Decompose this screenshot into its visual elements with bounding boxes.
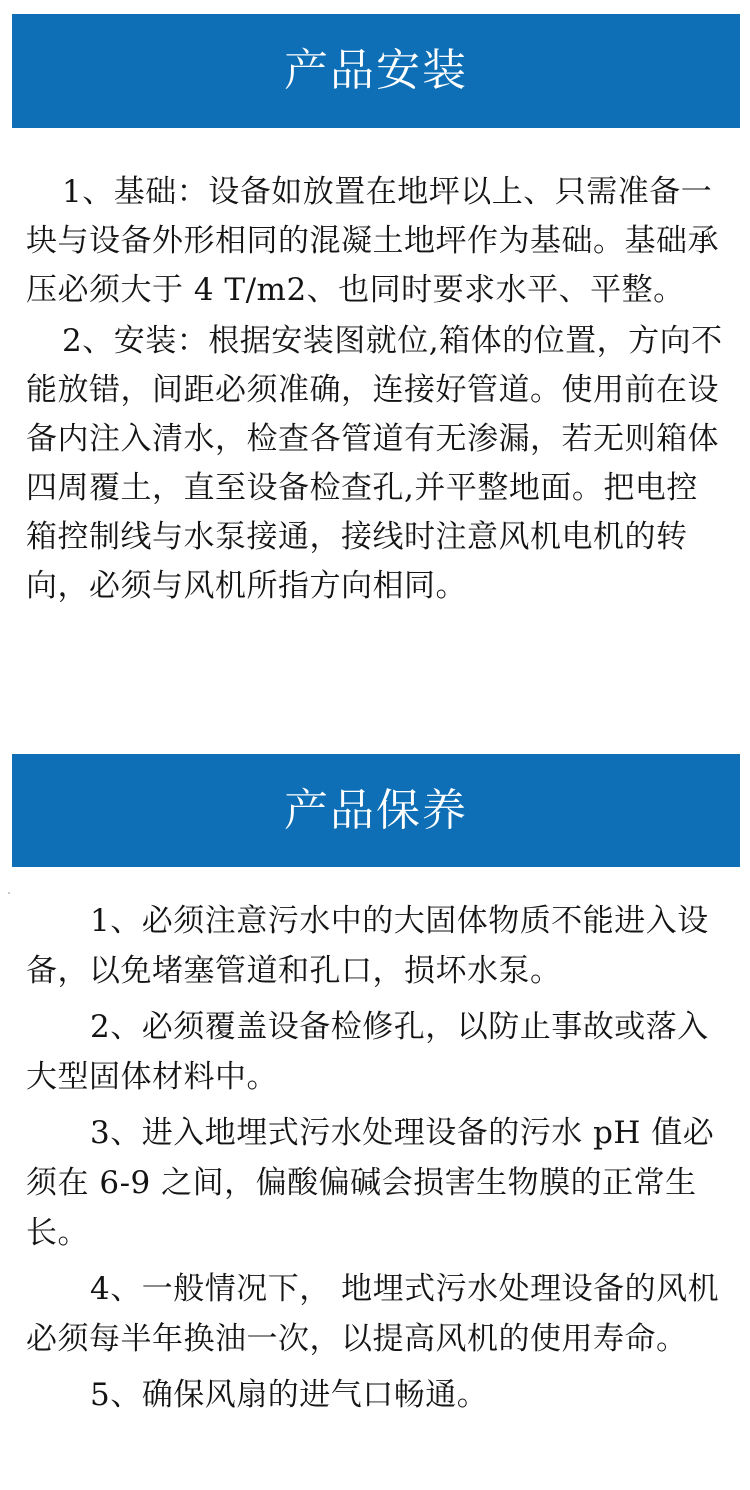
- maintenance-section-body: [26, 896, 724, 1420]
- maintenance-paragraph-3: 3、进入地埋式污水处理设备的污水 pH 值必须在 6-9 之间，偏酸偏碱会损害生物膜的正常生长。: [26, 1115, 715, 1251]
- maintenance-section-header: [12, 754, 740, 867]
- maintenance-section-title: 产品保养: [284, 784, 468, 836]
- install-section-body: [26, 168, 724, 611]
- maintenance-paragraph-1: 1、必须注意污水中的大固体物质不能进入设备，以免堵塞管道和孔口，损坏水泵。: [26, 903, 709, 989]
- install-section-header: [12, 14, 740, 128]
- maintenance-paragraph-5: 5、确保风扇的进气口畅通。: [90, 1377, 489, 1413]
- install-paragraph-1: 1、基础：设备如放置在地坪以上、只需准备一块与设备外形相同的混凝土地坪作为基础。基础承压必须大于 4 T/m2、也同时要求水平、平整。: [26, 174, 719, 308]
- divider-dot: [8, 892, 10, 894]
- install-paragraph-2: 2、安装：根据安装图就位,箱体的位置，方向不能放错，间距必须准确，连接好管道。使用前在设备内注入清水，检查各管道有无渗漏，若无则箱体四周覆土，直至设备检查孔,并平整地面。把电控箱控制线与水泵接通，接线时注意风机电机的转向，必须与风机所指方向相同。: [26, 323, 723, 604]
- install-section-title: 产品安装: [284, 45, 468, 96]
- maintenance-paragraph-2: 2、必须覆盖设备检修孔，以防止事故或落入大型固体材料中。: [26, 1009, 709, 1095]
- maintenance-paragraph-4: 4、一般情况下， 地埋式污水处理设备的风机必须每半年换油一次，以提高风机的使用寿命。: [26, 1271, 720, 1357]
